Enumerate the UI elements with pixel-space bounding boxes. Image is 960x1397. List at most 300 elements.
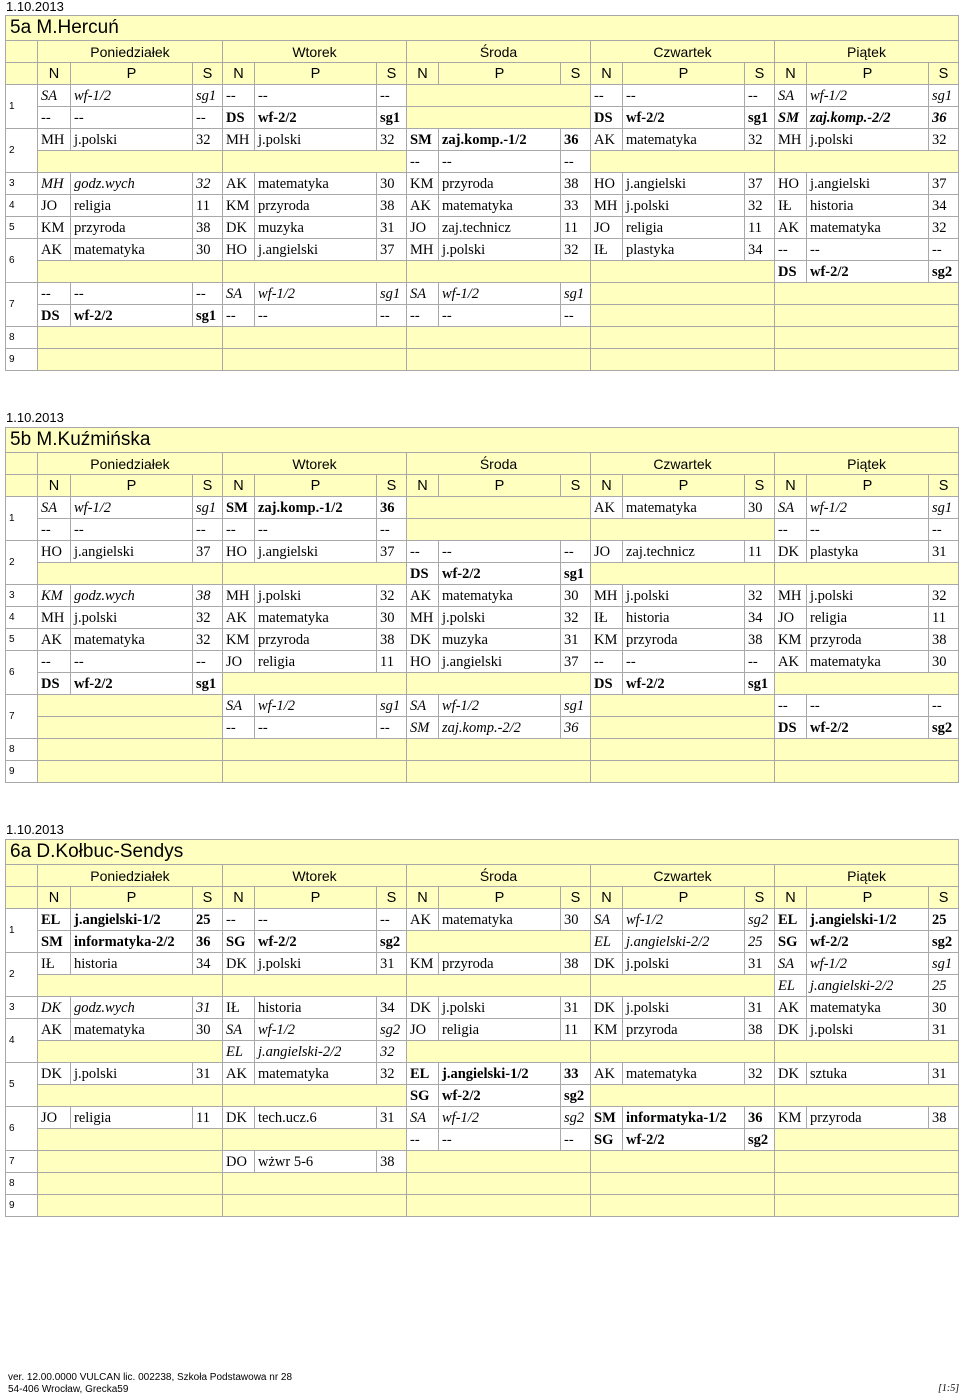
column-header: S xyxy=(929,887,959,909)
empty-slot xyxy=(775,1195,959,1217)
lesson-room: 36 xyxy=(377,497,407,519)
lesson-room: 31 xyxy=(377,217,407,239)
lesson-room: sg2 xyxy=(561,1085,591,1107)
empty-slot xyxy=(591,283,775,305)
column-header: N xyxy=(775,475,807,497)
lesson-room: 34 xyxy=(745,607,775,629)
lesson-room: -- xyxy=(377,85,407,107)
class-title: 6a D.Kołbuc-Sendys xyxy=(6,840,959,865)
lesson-room: 37 xyxy=(745,173,775,195)
lesson-teacher: HO xyxy=(591,173,623,195)
lesson-teacher: SA xyxy=(591,909,623,931)
lesson-room: sg1 xyxy=(377,695,407,717)
column-header: S xyxy=(561,887,591,909)
column-header: S xyxy=(745,887,775,909)
lesson-subject: j.polski xyxy=(623,195,745,217)
lesson-subject: religia xyxy=(807,607,929,629)
empty-slot xyxy=(591,1151,775,1173)
lesson-row xyxy=(6,997,959,1019)
lesson-teacher: SA xyxy=(223,283,255,305)
lesson-room: sg1 xyxy=(929,85,959,107)
column-header: S xyxy=(561,63,591,85)
lesson-row xyxy=(6,607,959,629)
lesson-teacher: -- xyxy=(223,519,255,541)
lesson-subject: plastyka xyxy=(623,239,745,261)
lesson-row xyxy=(6,1085,959,1107)
lesson-row xyxy=(6,1173,959,1195)
lesson-room: 36 xyxy=(929,107,959,129)
lesson-teacher: SG xyxy=(591,1129,623,1151)
column-header: S xyxy=(929,63,959,85)
day-header: Wtorek xyxy=(223,453,407,475)
lesson-teacher: -- xyxy=(38,107,71,129)
lesson-teacher: SA xyxy=(38,85,71,107)
lesson-subject: przyroda xyxy=(255,629,377,651)
lesson-room: 25 xyxy=(929,909,959,931)
lesson-room: 31 xyxy=(929,541,959,563)
schedule-5b xyxy=(5,427,959,783)
day-header: Piątek xyxy=(775,41,959,63)
lesson-subject: -- xyxy=(255,909,377,931)
empty-slot xyxy=(775,1151,959,1173)
lesson-number: 9 xyxy=(6,761,38,783)
lesson-subject: j.polski xyxy=(255,585,377,607)
lesson-room: sg2 xyxy=(377,931,407,953)
lesson-teacher: IŁ xyxy=(591,607,623,629)
lesson-subject: wf-2/2 xyxy=(807,717,929,739)
lesson-subject: przyroda xyxy=(439,953,561,975)
lesson-teacher: SA xyxy=(38,497,71,519)
lesson-subject: godz.wych xyxy=(71,585,193,607)
lesson-subject: wf-1/2 xyxy=(807,953,929,975)
column-header: P xyxy=(623,63,745,85)
empty-slot xyxy=(223,563,407,585)
lesson-subject: wf-1/2 xyxy=(439,283,561,305)
lesson-room: 31 xyxy=(745,997,775,1019)
lesson-teacher: AK xyxy=(223,173,255,195)
lesson-room: 30 xyxy=(193,239,223,261)
lesson-number: 7 xyxy=(6,1151,38,1173)
lesson-subject: matematyka xyxy=(623,1063,745,1085)
empty-slot xyxy=(223,349,407,371)
lesson-number: 6 xyxy=(6,651,38,695)
lesson-room: 25 xyxy=(929,975,959,997)
lesson-room: 11 xyxy=(377,651,407,673)
lesson-room: -- xyxy=(929,519,959,541)
empty-slot xyxy=(775,283,959,305)
lesson-subject: j.angielski xyxy=(71,541,193,563)
lesson-subject: -- xyxy=(71,283,193,305)
lesson-room: sg2 xyxy=(929,717,959,739)
lesson-room: 38 xyxy=(193,217,223,239)
lesson-teacher: -- xyxy=(407,1129,439,1151)
lesson-teacher: JO xyxy=(407,217,439,239)
lesson-subject: j.angielski-1/2 xyxy=(71,909,193,931)
lesson-room: 31 xyxy=(929,1019,959,1041)
lesson-teacher: SM xyxy=(223,497,255,519)
empty-slot xyxy=(38,261,223,283)
lesson-teacher: AK xyxy=(591,129,623,151)
lesson-room: 11 xyxy=(193,195,223,217)
lesson-teacher: AK xyxy=(591,1063,623,1085)
lesson-teacher: DK xyxy=(775,1019,807,1041)
column-header: S xyxy=(377,887,407,909)
lesson-room: sg1 xyxy=(561,563,591,585)
empty-slot xyxy=(38,327,223,349)
lesson-teacher: -- xyxy=(775,239,807,261)
lesson-teacher: KM xyxy=(223,629,255,651)
lesson-number: 8 xyxy=(6,327,38,349)
lesson-subject: historia xyxy=(623,607,745,629)
lesson-teacher: DK xyxy=(407,997,439,1019)
lesson-room: 34 xyxy=(929,195,959,217)
empty-slot xyxy=(223,1085,407,1107)
lesson-teacher: DK xyxy=(407,629,439,651)
lesson-room: 38 xyxy=(929,1107,959,1129)
empty-slot xyxy=(407,1041,591,1063)
lesson-room: 34 xyxy=(193,953,223,975)
lesson-room: 11 xyxy=(929,607,959,629)
lesson-row xyxy=(6,217,959,239)
empty-slot xyxy=(38,1195,223,1217)
lesson-room: sg1 xyxy=(193,85,223,107)
lesson-room: 31 xyxy=(193,1063,223,1085)
lesson-teacher: MH xyxy=(223,129,255,151)
lesson-teacher: DK xyxy=(38,997,71,1019)
column-header: P xyxy=(255,475,377,497)
lesson-teacher: MH xyxy=(407,239,439,261)
lesson-subject: przyroda xyxy=(71,217,193,239)
lesson-teacher: DS xyxy=(38,673,71,695)
lesson-room: -- xyxy=(193,651,223,673)
lesson-room: 30 xyxy=(377,173,407,195)
lesson-teacher: AK xyxy=(775,217,807,239)
lesson-subject: j.angielski-2/2 xyxy=(623,931,745,953)
lesson-teacher: AK xyxy=(775,651,807,673)
lesson-subject: informatyka-2/2 xyxy=(71,931,193,953)
lesson-room: -- xyxy=(193,519,223,541)
column-header: P xyxy=(807,63,929,85)
lesson-teacher: SG xyxy=(775,931,807,953)
empty-slot xyxy=(591,1085,775,1107)
lesson-subject: j.polski xyxy=(71,1063,193,1085)
empty-slot xyxy=(591,1041,775,1063)
lesson-room: sg2 xyxy=(745,909,775,931)
lesson-subject: -- xyxy=(71,651,193,673)
lesson-subject: zaj.komp.-2/2 xyxy=(439,717,561,739)
lesson-subject: j.angielski xyxy=(439,651,561,673)
lesson-subject: j.angielski-2/2 xyxy=(255,1041,377,1063)
lesson-number: 2 xyxy=(6,541,38,585)
empty-slot xyxy=(223,1129,407,1151)
day-header: Poniedziałek xyxy=(38,41,223,63)
lesson-teacher: KM xyxy=(38,217,71,239)
lesson-number: 5 xyxy=(6,217,38,239)
lesson-number: 6 xyxy=(6,239,38,283)
column-header: P xyxy=(807,475,929,497)
empty-slot xyxy=(407,261,591,283)
lesson-subject: j.angielski xyxy=(807,173,929,195)
lesson-teacher: AK xyxy=(38,1019,71,1041)
lesson-subject: matematyka xyxy=(807,651,929,673)
column-header: P xyxy=(255,887,377,909)
lesson-room: 34 xyxy=(745,239,775,261)
lesson-room: -- xyxy=(193,283,223,305)
lesson-row xyxy=(6,1151,959,1173)
empty-slot xyxy=(591,1195,775,1217)
empty-slot xyxy=(38,695,223,717)
lesson-row xyxy=(6,585,959,607)
empty-slot xyxy=(591,1173,775,1195)
lesson-teacher: SA xyxy=(407,695,439,717)
lesson-subject: j.polski xyxy=(439,997,561,1019)
lesson-teacher: EL xyxy=(591,931,623,953)
lesson-teacher: SA xyxy=(223,1019,255,1041)
lesson-subject: zaj.technicz xyxy=(623,541,745,563)
column-header: N xyxy=(407,887,439,909)
lesson-row xyxy=(6,717,959,739)
lesson-room: 32 xyxy=(377,1063,407,1085)
column-header: P xyxy=(439,63,561,85)
lesson-room: 38 xyxy=(377,629,407,651)
column-header: P xyxy=(623,887,745,909)
lesson-subject: j.polski xyxy=(807,585,929,607)
empty-slot xyxy=(775,1041,959,1063)
lesson-room: -- xyxy=(745,651,775,673)
lesson-teacher: EL xyxy=(38,909,71,931)
lesson-teacher: DK xyxy=(775,1063,807,1085)
lesson-teacher: DS xyxy=(591,107,623,129)
lesson-room: sg1 xyxy=(929,953,959,975)
lesson-teacher: AK xyxy=(38,629,71,651)
lesson-row xyxy=(6,1063,959,1085)
empty-slot xyxy=(775,151,959,173)
lesson-row xyxy=(6,519,959,541)
empty-slot xyxy=(591,349,775,371)
lesson-number: 5 xyxy=(6,629,38,651)
day-header: Poniedziałek xyxy=(38,453,223,475)
lesson-teacher: SM xyxy=(775,107,807,129)
empty-slot xyxy=(591,717,775,739)
empty-slot xyxy=(591,563,775,585)
lesson-subject: zaj.komp.-2/2 xyxy=(807,107,929,129)
lesson-subject: -- xyxy=(439,1129,561,1151)
lesson-subject: historia xyxy=(255,997,377,1019)
lesson-teacher: DK xyxy=(38,1063,71,1085)
lesson-row xyxy=(6,1041,959,1063)
empty-slot xyxy=(38,1041,223,1063)
lesson-room: 11 xyxy=(561,1019,591,1041)
lesson-room: 38 xyxy=(377,195,407,217)
lesson-room: 37 xyxy=(377,541,407,563)
lesson-subject: historia xyxy=(71,953,193,975)
lesson-subject: j.polski xyxy=(807,1019,929,1041)
lesson-teacher: EL xyxy=(775,909,807,931)
lesson-subject: j.polski xyxy=(807,129,929,151)
column-header: P xyxy=(255,63,377,85)
lesson-room: 32 xyxy=(561,607,591,629)
lesson-room: sg2 xyxy=(929,931,959,953)
lesson-subject: j.polski xyxy=(255,129,377,151)
corner-cell xyxy=(6,63,38,85)
lesson-subject: matematyka xyxy=(439,195,561,217)
lesson-room: -- xyxy=(377,519,407,541)
lesson-room: 32 xyxy=(929,129,959,151)
lesson-subject: -- xyxy=(255,717,377,739)
lesson-teacher: SA xyxy=(775,497,807,519)
column-header: N xyxy=(38,63,71,85)
lesson-row xyxy=(6,195,959,217)
lesson-room: 32 xyxy=(193,607,223,629)
lesson-number: 2 xyxy=(6,953,38,997)
lesson-teacher: KM xyxy=(591,629,623,651)
lesson-row xyxy=(6,1107,959,1129)
column-header: N xyxy=(407,475,439,497)
lesson-room: 30 xyxy=(745,497,775,519)
lesson-teacher: MH xyxy=(38,607,71,629)
lesson-teacher: DS xyxy=(38,305,71,327)
empty-slot xyxy=(591,975,775,997)
lesson-number: 4 xyxy=(6,607,38,629)
lesson-room: -- xyxy=(561,541,591,563)
lesson-teacher: EL xyxy=(407,1063,439,1085)
lesson-teacher: -- xyxy=(775,519,807,541)
lesson-room: 32 xyxy=(377,129,407,151)
lesson-row xyxy=(6,107,959,129)
empty-slot xyxy=(775,327,959,349)
lesson-teacher: HO xyxy=(38,541,71,563)
lesson-room: 25 xyxy=(745,931,775,953)
empty-slot xyxy=(407,739,591,761)
lesson-teacher: MH xyxy=(407,607,439,629)
column-header: N xyxy=(591,63,623,85)
lesson-teacher: EL xyxy=(223,1041,255,1063)
lesson-number: 4 xyxy=(6,195,38,217)
lesson-subject: wf-2/2 xyxy=(71,305,193,327)
lesson-subject: matematyka xyxy=(71,1019,193,1041)
class-title: 5a M.Hercuń xyxy=(6,16,959,41)
day-header: Czwartek xyxy=(591,865,775,887)
empty-slot xyxy=(775,1085,959,1107)
lesson-room: -- xyxy=(929,239,959,261)
lesson-room: 32 xyxy=(193,129,223,151)
lesson-subject: j.polski xyxy=(71,129,193,151)
lesson-number: 2 xyxy=(6,129,38,173)
lesson-room: -- xyxy=(377,909,407,931)
lesson-room: 30 xyxy=(929,651,959,673)
lesson-teacher: -- xyxy=(775,695,807,717)
lesson-subject: przyroda xyxy=(623,629,745,651)
lesson-room: -- xyxy=(745,85,775,107)
lesson-teacher: MH xyxy=(591,585,623,607)
lesson-room: 32 xyxy=(929,217,959,239)
empty-slot xyxy=(591,761,775,783)
lesson-teacher: JO xyxy=(775,607,807,629)
lesson-teacher: SM xyxy=(591,1107,623,1129)
day-header: Piątek xyxy=(775,865,959,887)
lesson-subject: historia xyxy=(807,195,929,217)
lesson-subject: j.polski xyxy=(439,239,561,261)
column-header: P xyxy=(71,887,193,909)
lesson-teacher: MH xyxy=(38,129,71,151)
empty-slot xyxy=(407,975,591,997)
lesson-teacher: AK xyxy=(775,997,807,1019)
lesson-room: -- xyxy=(929,695,959,717)
lesson-subject: matematyka xyxy=(71,239,193,261)
footer-address: 54-406 Wrocław, Grecka59 xyxy=(8,1384,129,1395)
lesson-room: 37 xyxy=(377,239,407,261)
empty-slot xyxy=(591,695,775,717)
lesson-room: 32 xyxy=(377,1041,407,1063)
lesson-teacher: SG xyxy=(223,931,255,953)
empty-slot xyxy=(223,975,407,997)
lesson-teacher: AK xyxy=(223,1063,255,1085)
lesson-row xyxy=(6,1019,959,1041)
lesson-room: 11 xyxy=(193,1107,223,1129)
lesson-row xyxy=(6,909,959,931)
lesson-room: 32 xyxy=(193,629,223,651)
lesson-subject: wf-2/2 xyxy=(255,931,377,953)
lesson-teacher: DS xyxy=(775,717,807,739)
column-header: N xyxy=(591,475,623,497)
empty-slot xyxy=(223,261,407,283)
lesson-room: -- xyxy=(193,107,223,129)
lesson-teacher: -- xyxy=(38,651,71,673)
lesson-subject: -- xyxy=(623,85,745,107)
lesson-subject: muzyka xyxy=(255,217,377,239)
lesson-room: 30 xyxy=(377,607,407,629)
lesson-teacher: MH xyxy=(591,195,623,217)
lesson-room: -- xyxy=(561,1129,591,1151)
lesson-subject: j.angielski-2/2 xyxy=(807,975,929,997)
lesson-subject: zaj.technicz xyxy=(439,217,561,239)
lesson-row xyxy=(6,629,959,651)
lesson-subject: religia xyxy=(71,195,193,217)
lesson-room: 38 xyxy=(929,629,959,651)
lesson-teacher: MH xyxy=(775,129,807,151)
lesson-teacher: DO xyxy=(223,1151,255,1173)
lesson-subject: przyroda xyxy=(807,1107,929,1129)
lesson-room: 38 xyxy=(561,953,591,975)
lesson-teacher: DK xyxy=(223,953,255,975)
footer xyxy=(8,1372,292,1396)
lesson-teacher: DK xyxy=(223,217,255,239)
lesson-room: sg2 xyxy=(377,1019,407,1041)
lesson-number: 7 xyxy=(6,283,38,327)
day-header: Wtorek xyxy=(223,865,407,887)
empty-slot xyxy=(38,1173,223,1195)
lesson-room: sg1 xyxy=(193,497,223,519)
lesson-teacher: AK xyxy=(223,607,255,629)
lesson-row xyxy=(6,975,959,997)
lesson-subject: wf-2/2 xyxy=(623,673,745,695)
lesson-teacher: KM xyxy=(591,1019,623,1041)
column-header: S xyxy=(193,887,223,909)
lesson-teacher: SM xyxy=(38,931,71,953)
lesson-subject: -- xyxy=(439,305,561,327)
column-header: S xyxy=(377,63,407,85)
page-number: [1:5] xyxy=(938,1383,960,1394)
empty-slot xyxy=(223,1195,407,1217)
lesson-room: sg2 xyxy=(561,1107,591,1129)
lesson-teacher: JO xyxy=(591,541,623,563)
lesson-teacher: SG xyxy=(407,1085,439,1107)
lesson-room: 33 xyxy=(561,195,591,217)
column-header: P xyxy=(71,475,193,497)
footer-version: ver. 12.00.0000 VULCAN lic. 002238, Szkoła Podstawowa nr 28 xyxy=(8,1372,293,1383)
day-header: Czwartek xyxy=(591,453,775,475)
lesson-subject: wf-2/2 xyxy=(807,261,929,283)
